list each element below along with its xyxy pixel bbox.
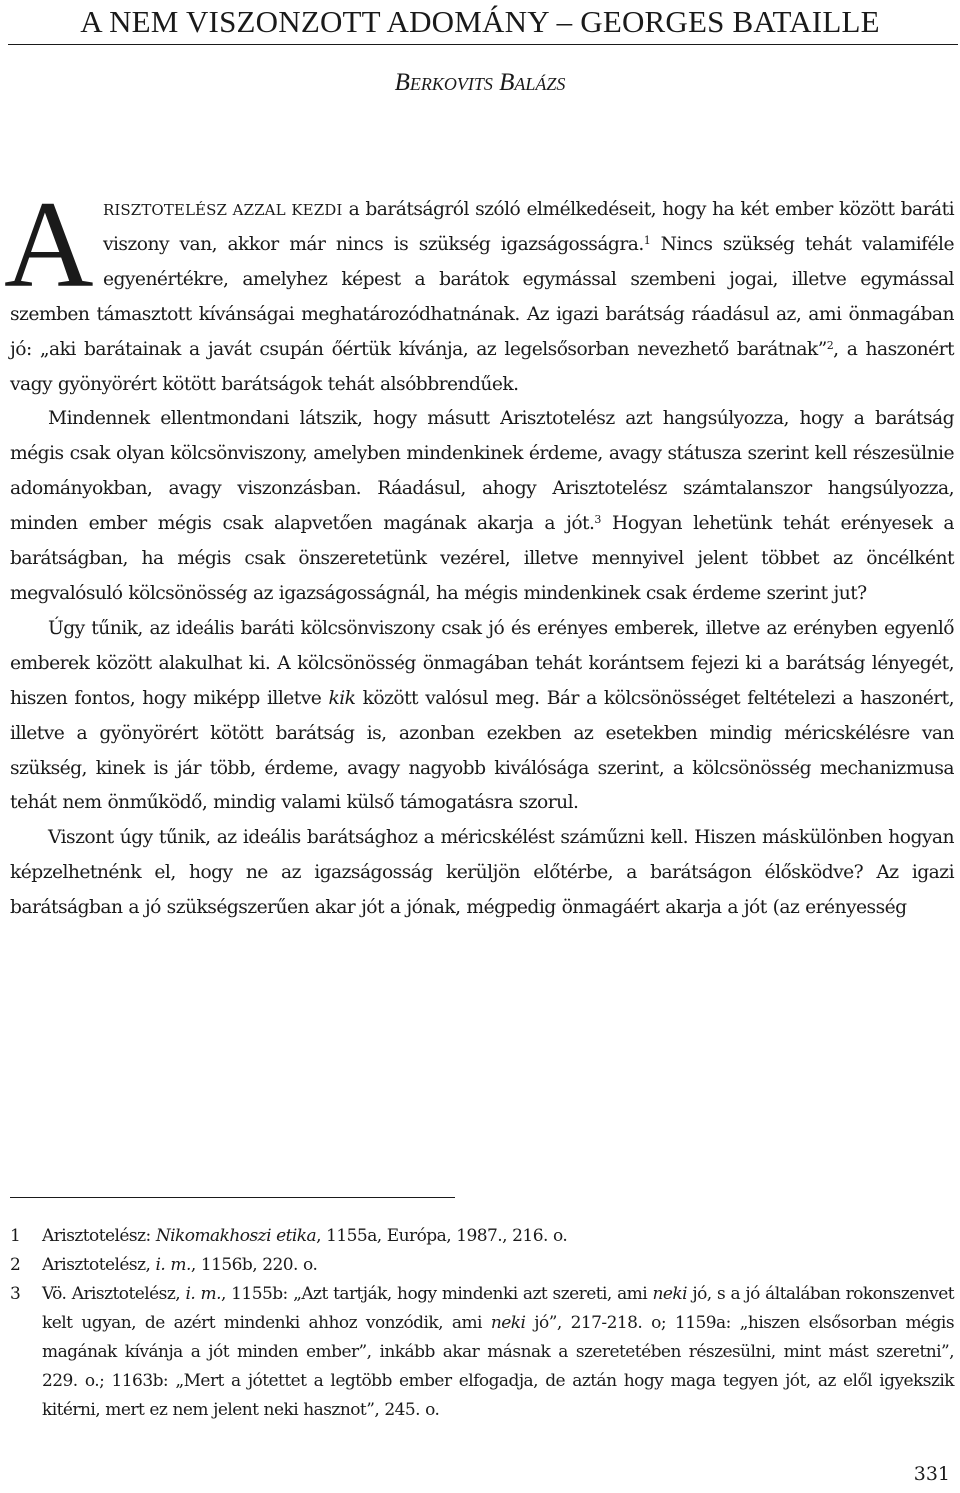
footnote-3-text-b: , 1155b: „Azt tartják, hogy mindenki azt szereti, ami — [220, 1284, 653, 1304]
footnote-ref-2[interactable]: 2 — [826, 338, 834, 352]
paragraph-3 — [10, 612, 954, 821]
footnote-2-text — [42, 1251, 954, 1280]
author-first-initial: B — [394, 69, 410, 96]
footnotes — [10, 1222, 954, 1425]
paragraph-2-text-a: Mindennek ellentmondani látszik, hogy másutt Arisztotelész azt hangsúlyozza, hogy a barátság mégis csak olyan kölcsönviszony, amelyben mindenkinek érdeme, avagy státusza szerint kell részesülnie adományokban, avagy viszonzásban. Ráadásul, ahogy Arisztotelész számtalanszor hangsúlyozza, minden ember mégis csak alapvetően magának akarja a jót. — [10, 408, 954, 535]
footnote-2 — [10, 1251, 954, 1280]
chapter-title: A NEM VISZONZOTT ADOMÁNY – GEORGES BATAILLE — [80, 4, 880, 39]
footnote-3 — [10, 1280, 954, 1425]
paragraph-2 — [10, 402, 954, 611]
footnote-ref-3[interactable]: 3 — [594, 513, 601, 527]
paragraph-2-text-b: Hogyan lehetünk tehát erényesek a barátságban, ha mégis csak önszeretetünk vezérel, illetve mennyivel jelent többet az öncélként megvalósuló kölcsönösség az igazságosságnál, ha mégis mindenkinek csak érdeme szerint jut? — [10, 513, 954, 604]
footnote-3-italic-2: neki — [652, 1284, 688, 1304]
footnote-1-text-b: , 1155a, Európa, 1987., 216. o. — [316, 1226, 568, 1246]
footnote-3-text-c: jó, s a jó általában rokonszenvet kelt ugyan, de azért mindenki ahhoz vonzódik, ami — [42, 1284, 955, 1333]
paragraph-3-text-a: Úgy tűnik, az ideális baráti kölcsönviszony csak jó és erényes emberek, illetve az erényben egyenlő emberek között alakulhat ki. A kölcsönösség önmagában tehát korántsem fejezi ki a barátság lényegét, hiszen fontos, hogy miképp illetve — [10, 617, 954, 709]
footnote-2-text-a: Arisztotelész, — [42, 1255, 156, 1275]
footnote-ref-1[interactable]: 1 — [643, 233, 651, 247]
paragraph-1-text-b: Nincs szükség tehát valamiféle egyenértékre, amelyhez képest a barátok egymással szembeni jogai, illetve egymással szemben támasztott kívánságai meghatározódhatnának. Az igazi barátság ráadásul az, ami önmagában jó: „aki barátainak a javát csupán őértük kívánja, az legelsősorban nevezhető barátnak” — [10, 233, 954, 360]
author-last-rest: ALÁZS — [514, 74, 566, 94]
footnote-3-text-a: Vö. Arisztotelész, — [42, 1284, 186, 1304]
author-last-initial: B — [499, 69, 515, 96]
footnote-1 — [10, 1222, 954, 1251]
footnote-2-italic: i. m. — [155, 1255, 191, 1275]
paragraph-1-text-c: , a haszonért vagy gyönyörért kötött barátságok tehát alsóbbrendűek. — [10, 338, 954, 395]
author-name — [0, 68, 960, 99]
author-first-rest: ERKOVITS — [409, 74, 493, 94]
paragraph-1 — [4, 176, 954, 402]
title-divider — [8, 44, 958, 45]
footnote-1-italic: Nikomakhoszi etika — [155, 1226, 317, 1246]
author-last-name — [499, 69, 565, 96]
footnote-3-number: 3 — [10, 1284, 21, 1304]
drop-cap: A — [4, 176, 93, 313]
page-number: 331 — [913, 1463, 950, 1485]
footnote-1-text — [42, 1222, 954, 1251]
footnote-3-italic-1: i. m. — [185, 1284, 221, 1304]
author-first-name — [395, 69, 493, 96]
footnote-1-text-a: Arisztotelész: — [42, 1226, 156, 1246]
footnote-3-italic-3: neki — [490, 1313, 526, 1333]
paragraph-3-text-b: között valósul meg. Bár a kölcsönösséget feltételezi a haszonért, illetve a gyönyörért kötött barátság is, azonban ezekben az esetekben mindig méricskélésre van szükség, kinek is jár több, érdeme, avagy nagyobb kiválósága szerint, a kölcsönösség mechanizmusa tehát nem önműködő, mindig valami külső támogatásra szorul. — [10, 687, 955, 814]
footnote-divider — [10, 1197, 455, 1198]
footnote-3-text-d: jó”, 217-218. o; 1159a: „hiszen elsősorban mégis magának kívánja a jót minden ember”, inkább akar másnak a szeretetében részesülni, mint mást szeretni”, 229. o.; 1163b: „Mert a jótettet a legtöbb ember elfogadja, de aztán hogy maga tegyen jót, az elől igyekszik kitérni, mert ez nem jelent neki hasznot”, 245. o. — [42, 1313, 954, 1420]
footnote-3-text — [42, 1280, 954, 1425]
paragraph-1-text-a: a barátságról szóló elmélkedéseit, hogy ha két ember között baráti viszony van, akkor már nincs is szükség igazságosságra. — [103, 199, 954, 255]
footnote-2-number: 2 — [10, 1255, 21, 1275]
footnote-2-text-b: , 1156b, 220. o. — [190, 1255, 318, 1275]
paragraph-4: Viszont úgy tűnik, az ideális barátsághoz a méricskélést száműzni kell. Hiszen máskülönben hogyan képzelhetnénk el, hogy ne az igazságosság kerüljön előtérbe, a barátságon élősködve? Az igazi barátságban a jó szükségszerűen akar jót a jónak, mégpedig önmagáért akarja a jót (az erényesség — [10, 827, 954, 919]
footnote-1-number: 1 — [10, 1226, 21, 1246]
paragraph-3-italic: kik — [328, 687, 356, 709]
lead-in-smallcaps: RISZTOTELÉSZ AZZAL KEZDI — [103, 201, 343, 219]
article-body — [4, 176, 955, 926]
